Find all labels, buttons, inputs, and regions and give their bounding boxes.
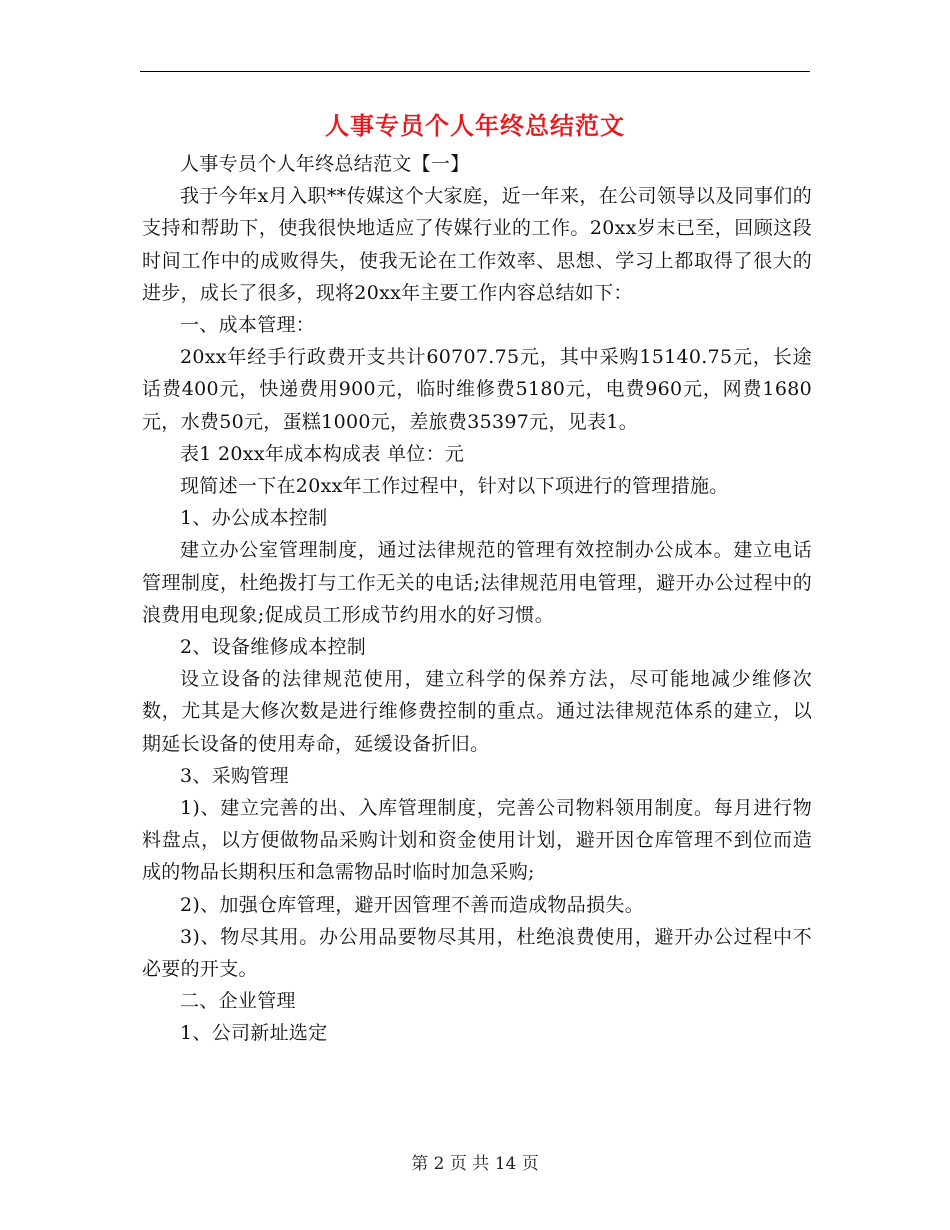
section-heading: 人事专员个人年终总结范文【一】: [180, 153, 470, 175]
subsection-heading: 2、设备维修成本控制: [180, 636, 367, 659]
section-heading: 二、企业管理: [180, 990, 296, 1013]
page-number-footer: 第 2 页 共 14 页: [411, 1154, 539, 1174]
document-body: [142, 148, 812, 1050]
paragraph: 我于今年x月入职**传媒这个大家庭，近一年来，在公司领导以及同事们的支持和帮助下，使我很快地适应了传媒行业的工作。20xx岁末已至，回顾这段时间工作中的成败得失，使我无论在工作效率、思想、学习上都取得了很大的进步，成长了很多，现将20xx年主要工作内容总结如下：: [142, 185, 812, 304]
paragraph: 现简述一下在20xx年工作过程中，针对以下项进行的管理措施。: [180, 475, 729, 498]
paragraph: 建立办公室管理制度，通过法律规范的管理有效控制办公成本。建立电话管理制度，杜绝拨打与工作无关的电话;法律规范用电管理，避开办公过程中的浪费用电现象;促成员工形成节约用水的好习惯。: [142, 539, 812, 626]
list-item: 3)、物尽其用。办公用品要物尽其用，杜绝浪费使用，避开办公过程中不必要的开支。: [142, 925, 812, 981]
subsection-heading: 1、办公成本控制: [180, 507, 328, 530]
list-item: 1)、建立完善的出、入库管理制度，完善公司物料领用制度。每月进行物料盘点，以方便做物品采购计划和资金使用计划，避开因仓库管理不到位而造成的物品长期积压和急需物品时临时加急采购;: [142, 797, 812, 884]
table-caption: 表1 20xx年成本构成表 单位：元: [180, 442, 465, 465]
paragraph: 20xx年经手行政费开支共计60707.75元，其中采购15140.75元，长途话费400元，快递费用900元，临时维修费5180元，电费960元，网费1680元，水费50元，蛋糕1000元，差旅费35397元，见表1。: [142, 346, 812, 433]
paragraph: 设立设备的法律规范使用，建立科学的保养方法，尽可能地减少维修次数，尤其是大修次数是进行维修费控制的重点。通过法律规范体系的建立，以期延长设备的使用寿命，延缓设备折旧。: [142, 668, 812, 755]
subsection-heading: 3、采购管理: [180, 764, 289, 787]
list-item: 2)、加强仓库管理，避开因管理不善而造成物品损失。: [180, 893, 645, 916]
subsection-heading: 1、公司新址选定: [180, 1022, 328, 1045]
document-title: 人事专员个人年终总结范文: [325, 111, 625, 140]
header-rule: [140, 71, 810, 72]
section-heading: 一、成本管理：: [180, 314, 316, 337]
